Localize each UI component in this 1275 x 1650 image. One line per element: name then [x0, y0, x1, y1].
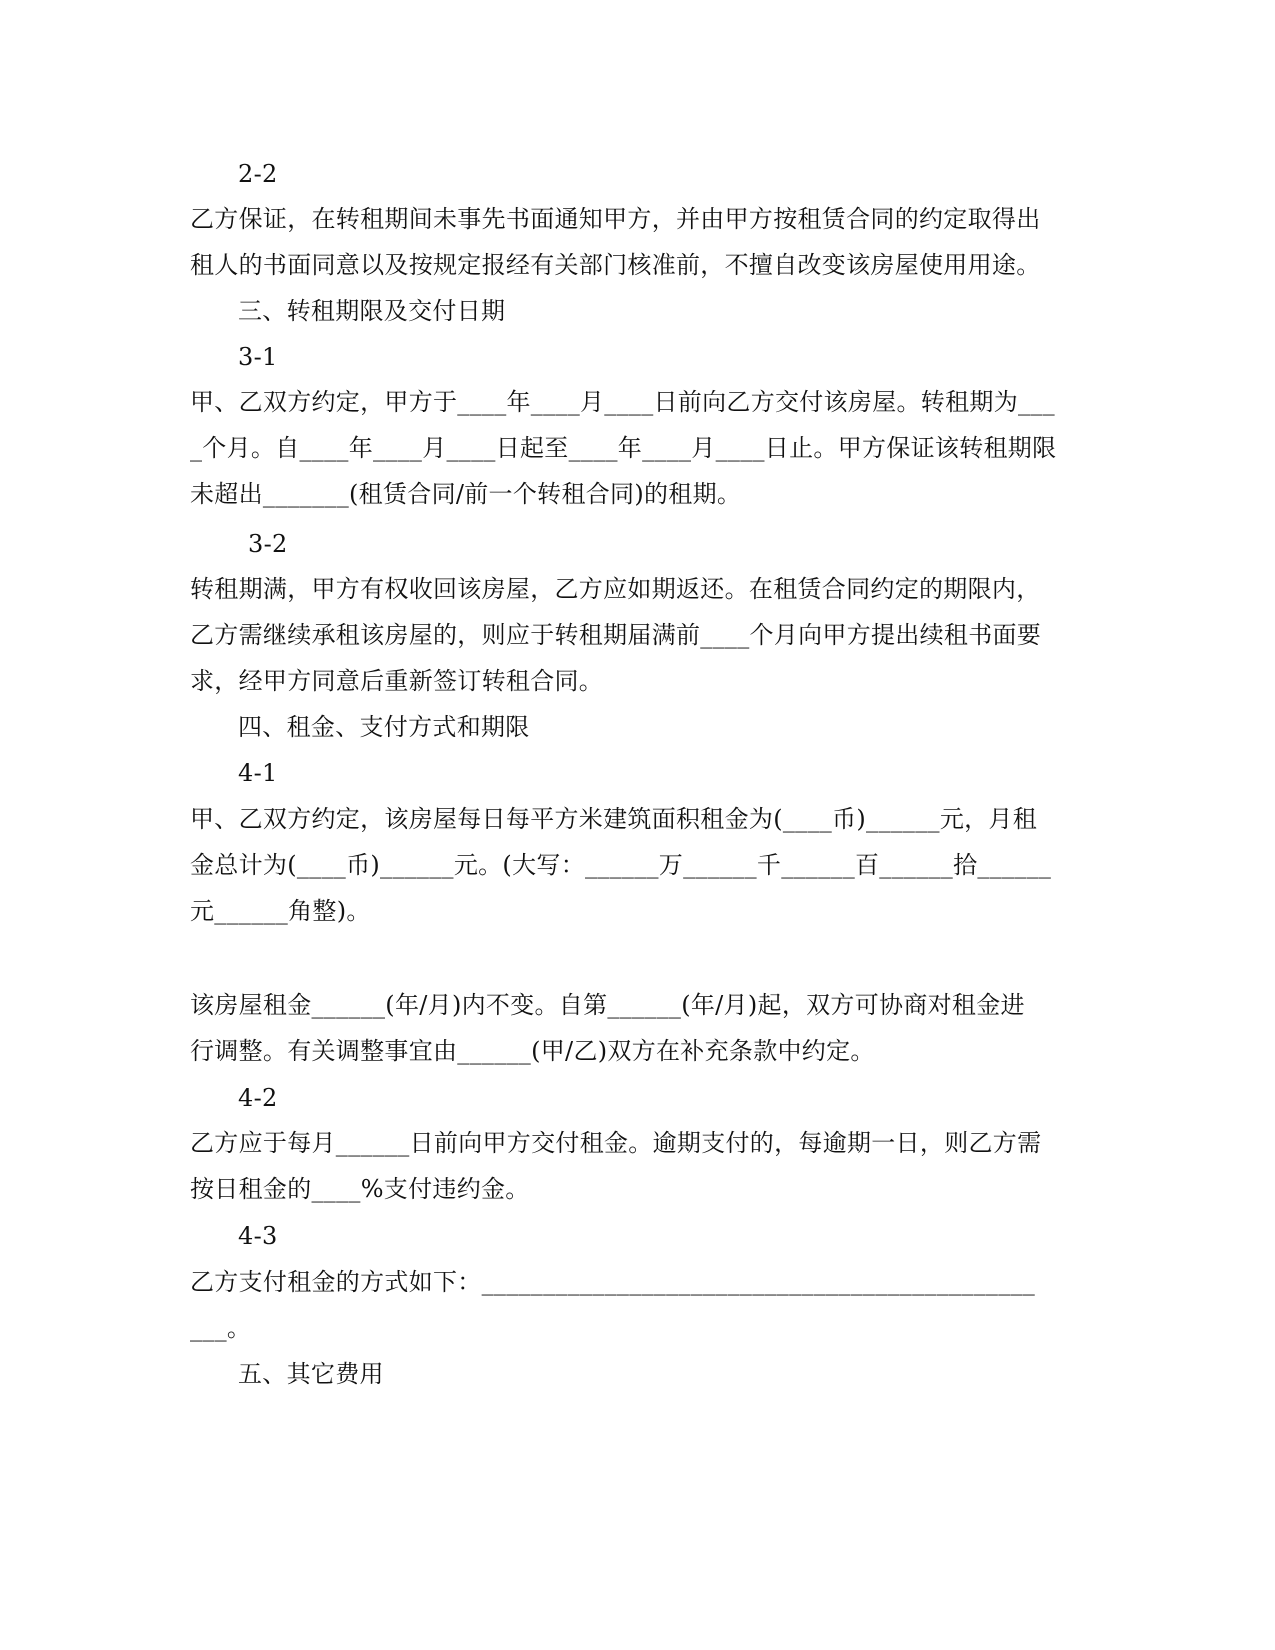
paragraph-line: 乙方应于每月______日前向甲方交付租金。逾期支付的，每逾期一日，则乙方需 — [190, 1129, 1042, 1157]
paragraph-line: 甲、乙双方约定，甲方于____年____月____日前向乙方交付该房屋。转租期为___ — [190, 388, 1055, 416]
clause-number-4-3: 4-3 — [238, 1222, 278, 1250]
paragraph-line: 乙方需继续承租该房屋的，则应于转租期届满前____个月向甲方提出续租书面要 — [190, 621, 1042, 649]
paragraph-line: 未超出_______(租赁合同/前一个转租合同)的租期。 — [190, 480, 742, 508]
clause-number-2-2: 2-2 — [238, 160, 278, 188]
clause-number-4-2: 4-2 — [238, 1084, 278, 1112]
paragraph-line: 元______角整)。 — [190, 897, 371, 925]
paragraph-line: _个月。自____年____月____日起至____年____月____日止。甲方保证该转租期限 — [190, 434, 1057, 462]
paragraph-line: 转租期满，甲方有权收回该房屋，乙方应如期返还。在租赁合同约定的期限内， — [190, 575, 1041, 603]
section-heading-5: 五、其它费用 — [238, 1360, 384, 1388]
paragraph-line: 金总计为(____币)______元。(大写：______万______千______百______拾______ — [190, 851, 1052, 879]
paragraph-line: ___。 — [190, 1314, 252, 1342]
clause-number-4-1: 4-1 — [238, 759, 278, 787]
paragraph-line: 求，经甲方同意后重新签订转租合同。 — [190, 667, 604, 695]
clause-number-3-1: 3-1 — [238, 343, 278, 371]
paragraph-line: 该房屋租金______(年/月)内不变。自第______(年/月)起，双方可协商对租金进 — [190, 991, 1025, 1019]
paragraph-line: 甲、乙双方约定，该房屋每日每平方米建筑面积租金为(____币)______元，月租 — [190, 805, 1038, 833]
paragraph-line: 乙方保证，在转租期间未事先书面通知甲方，并由甲方按租赁合同的约定取得出 — [190, 205, 1041, 233]
section-heading-4: 四、租金、支付方式和期限 — [238, 713, 530, 741]
paragraph-line: 乙方支付租金的方式如下：_____________________________________________ — [190, 1268, 1036, 1296]
section-heading-3: 三、转租期限及交付日期 — [238, 297, 506, 325]
paragraph-line: 按日租金的____%支付违约金。 — [190, 1175, 530, 1203]
paragraph-line: 行调整。有关调整事宜由______(甲/乙)双方在补充条款中约定。 — [190, 1037, 875, 1065]
clause-number-3-2: 3-2 — [248, 530, 288, 558]
paragraph-line: 租人的书面同意以及按规定报经有关部门核准前，不擅自改变该房屋使用用途。 — [190, 251, 1041, 279]
